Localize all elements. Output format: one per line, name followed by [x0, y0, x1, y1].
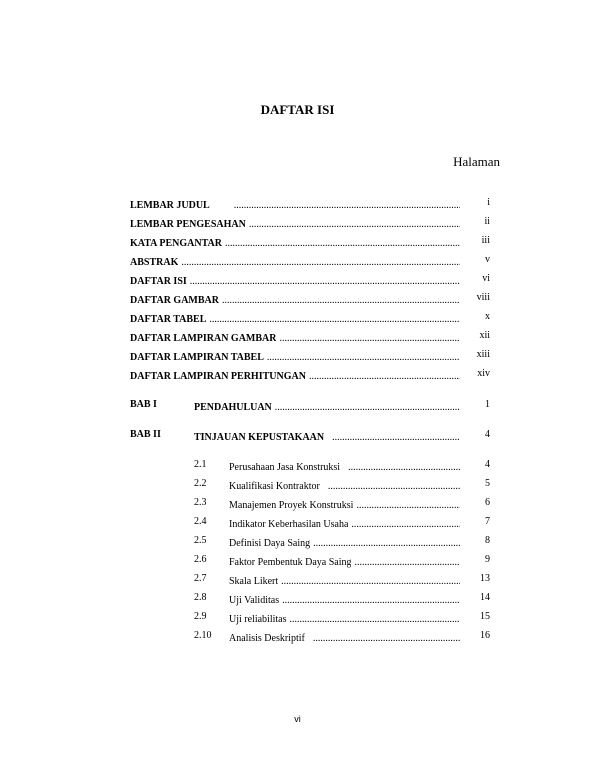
toc-entry-page: ii: [484, 216, 490, 227]
toc-entry-label: DAFTAR LAMPIRAN GAMBAR: [130, 333, 277, 344]
toc-entry: [130, 197, 463, 211]
toc-entry-page: 16: [480, 630, 490, 641]
toc-entry: [130, 311, 463, 325]
toc-section: [229, 497, 463, 511]
toc-entry-page: xiv: [477, 368, 490, 379]
page-title: DAFTAR ISI: [260, 102, 335, 117]
section-number: 2.8: [194, 592, 207, 603]
toc-entry-label: LEMBAR JUDUL: [130, 200, 210, 211]
toc-section: [229, 554, 463, 568]
toc-section: [229, 630, 463, 644]
section-number: 2.6: [194, 554, 207, 565]
section-title: Kualifikasi Kontraktor: [229, 481, 320, 492]
toc-section: [229, 573, 463, 587]
toc-entry: [130, 216, 463, 230]
toc-entry-page: i: [487, 197, 490, 208]
toc-entry-label: LEMBAR PENGESAHAN: [130, 219, 246, 230]
toc-entry: [130, 254, 463, 268]
section-number: 2.7: [194, 573, 207, 584]
toc-entry-page: iii: [481, 235, 490, 246]
toc-entry-page: vi: [482, 273, 490, 284]
toc-chapter: [194, 429, 463, 443]
toc-entry-page: x: [485, 311, 490, 322]
footer-page-number: vi: [294, 714, 301, 724]
toc-entry-label: ABSTRAK: [130, 257, 179, 268]
toc-entry: [130, 292, 463, 306]
section-number: 2.3: [194, 497, 207, 508]
toc-entry: [130, 368, 463, 382]
section-title: Manajemen Proyek Konstruksi: [229, 500, 354, 511]
toc-section: [229, 478, 463, 492]
toc-entry-label: DAFTAR GAMBAR: [130, 295, 219, 306]
section-title: Definisi Daya Saing: [229, 538, 311, 549]
toc-entry-label: DAFTAR LAMPIRAN PERHITUNGAN: [130, 371, 306, 382]
toc-entry-page: 13: [480, 573, 490, 584]
section-number: 2.10: [194, 630, 212, 641]
toc-entry-page: 4: [485, 459, 490, 470]
section-title: Indikator Keberhasilan Usaha: [229, 519, 349, 530]
section-number: 2.9: [194, 611, 207, 622]
chapter-number: BAB I: [130, 399, 157, 410]
toc-section: [229, 611, 463, 625]
section-title: Uji reliabilitas: [229, 614, 287, 625]
section-number: 2.1: [194, 459, 207, 470]
section-title: Skala Likert: [229, 576, 279, 587]
toc-section: [229, 459, 463, 473]
toc-entry-page: 4: [485, 429, 490, 440]
toc-entry: [130, 235, 463, 249]
toc-section: [229, 516, 463, 530]
section-number: 2.4: [194, 516, 207, 527]
toc-entry-page: v: [485, 254, 490, 265]
halaman-label: Halaman: [453, 154, 500, 169]
toc-entry: [130, 330, 463, 344]
toc-entry-page: 7: [485, 516, 490, 527]
toc-entry-page: 5: [485, 478, 490, 489]
chapter-number: BAB II: [130, 429, 161, 440]
toc-entry-label: DAFTAR TABEL: [130, 314, 207, 325]
toc-entry-page: 9: [485, 554, 490, 565]
toc-section: [229, 592, 463, 606]
toc-entry-label: DAFTAR LAMPIRAN TABEL: [130, 352, 264, 363]
toc-chapter: [194, 399, 463, 413]
toc-section: [229, 535, 463, 549]
toc-entry-page: xiii: [476, 349, 490, 360]
chapter-title: PENDAHULUAN: [194, 402, 272, 413]
toc-entry-page: 15: [480, 611, 490, 622]
toc-entry-page: 8: [485, 535, 490, 546]
toc-entry-label: KATA PENGANTAR: [130, 238, 222, 249]
section-number: 2.2: [194, 478, 207, 489]
toc-entry: [130, 349, 463, 363]
toc-entry-page: 14: [480, 592, 490, 603]
toc-entry-page: 1: [485, 399, 490, 410]
section-title: Faktor Pembentuk Daya Saing: [229, 557, 352, 568]
toc-entry: [130, 273, 463, 287]
section-title: Analisis Deskriptif: [229, 633, 305, 644]
toc-entry-page: xii: [479, 330, 490, 341]
section-title: Uji Validitas: [229, 595, 280, 606]
toc-entry-page: 6: [485, 497, 490, 508]
section-number: 2.5: [194, 535, 207, 546]
toc-entry-label: DAFTAR ISI: [130, 276, 187, 287]
chapter-title: TINJAUAN KEPUSTAKAAN: [194, 432, 325, 443]
section-title: Perusahaan Jasa Konstruksi: [229, 462, 341, 473]
toc-entry-page: viii: [476, 292, 490, 303]
